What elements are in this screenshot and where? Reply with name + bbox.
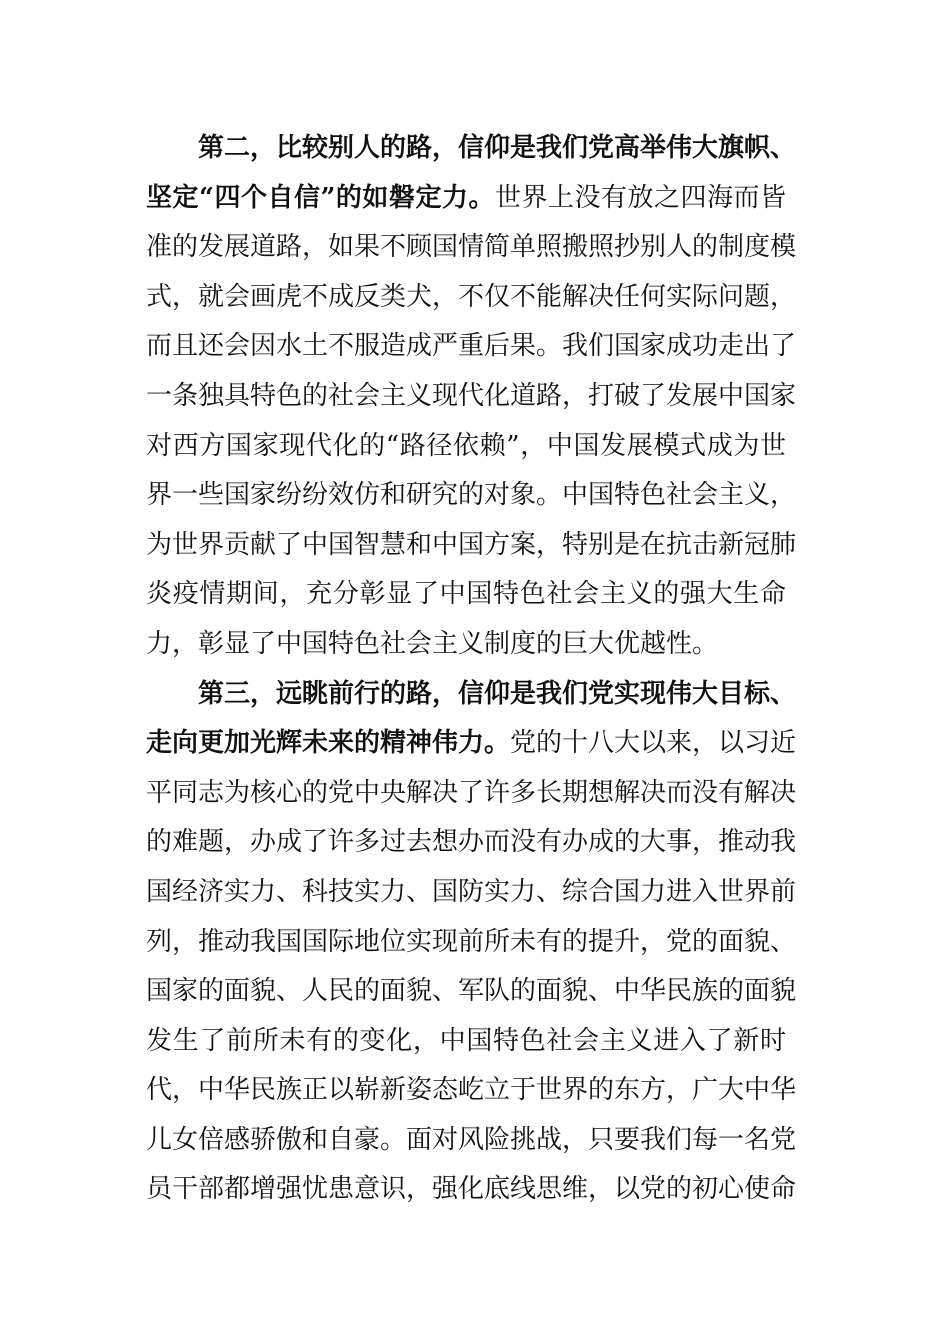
text-run: 准的发展道路，如果不顾国情简单照搬照抄别人的制度模: [146, 232, 797, 263]
text-run: 党的十八大以来，以习近: [510, 728, 797, 759]
bold-heading-run: 第三，远眺前行的路，信仰是我们党实现伟大目标、: [198, 678, 797, 709]
text-run: 的难题，办成了许多过去想办而没有办成的大事，推动我: [146, 827, 797, 858]
text-run: 列，推动我国国际地位实现前所未有的提升，党的面貌、: [146, 926, 797, 957]
text-run: 平同志为核心的党中央解决了许多长期想解决而没有解决: [146, 777, 797, 808]
text-run: 世界上没有放之四海而皆: [494, 182, 786, 213]
text-line: [146, 372, 797, 422]
text-run: 对西方国家现代化的“路径依赖”，中国发展模式成为世: [146, 430, 786, 461]
text-line: [146, 719, 797, 769]
text-line: [146, 1017, 786, 1067]
text-line: [146, 124, 797, 174]
paragraph: [146, 670, 797, 1216]
text-line: [146, 1116, 797, 1166]
text-run: 力，彰显了中国特色社会主义制度的巨大优越性。: [146, 628, 719, 659]
bold-heading-run: 走向更加光辉未来的精神伟力。: [146, 728, 511, 759]
text-run: 而且还会因水土不服造成严重后果。我们国家成功走出了: [146, 331, 797, 362]
bold-heading-run: 第二，比较别人的路，信仰是我们党高举伟大旗帜、: [198, 133, 797, 163]
text-run: 炎疫情期间，充分彰显了中国特色社会主义的强大生命: [146, 579, 786, 610]
text-line: [146, 570, 786, 620]
text-line: [146, 174, 786, 224]
text-line: [146, 1165, 797, 1215]
text-line: [146, 868, 797, 918]
text-line: [146, 273, 797, 323]
text-run: 为世界贡献了中国智慧和中国方案，特别是在抗击新冠肺: [146, 529, 797, 560]
text-run: 一条独具特色的社会主义现代化道路，打破了发展中国家: [146, 380, 797, 411]
text-run: 儿女倍感骄傲和自豪。面对风险挑战，只要我们每一名党: [146, 1124, 797, 1155]
text-line: [146, 918, 797, 968]
text-line: [146, 620, 786, 670]
text-line: [146, 521, 797, 571]
text-line: [146, 422, 786, 472]
text-run: 国经济实力、科技实力、国防实力、综合国力进入世界前: [146, 876, 797, 907]
text-run: 国家的面貌、人民的面貌、军队的面貌、中华民族的面貌: [146, 976, 797, 1007]
paragraph: [146, 124, 797, 670]
text-run: 发生了前所未有的变化，中国特色社会主义进入了新时: [146, 1025, 786, 1056]
document-body: [146, 124, 797, 1215]
text-line: [146, 769, 797, 819]
text-run: 员干部都增强忧患意识，强化底线思维，以党的初心使命: [146, 1174, 797, 1205]
text-run: 式，就会画虎不成反类犬，不仅不能解决任何实际问题，: [146, 281, 797, 312]
text-line: [146, 1066, 797, 1116]
text-line: [146, 471, 797, 521]
text-line: [146, 967, 797, 1017]
text-line: [146, 223, 797, 273]
text-run: 代，中华民族正以崭新姿态屹立于世界的东方，广大中华: [146, 1075, 797, 1106]
text-line: [146, 322, 797, 372]
bold-heading-run: 坚定“四个自信”的如磐定力。: [146, 182, 495, 213]
text-line: [146, 670, 797, 720]
text-run: 界一些国家纷纷效仿和研究的对象。中国特色社会主义，: [146, 480, 797, 511]
text-line: [146, 818, 797, 868]
